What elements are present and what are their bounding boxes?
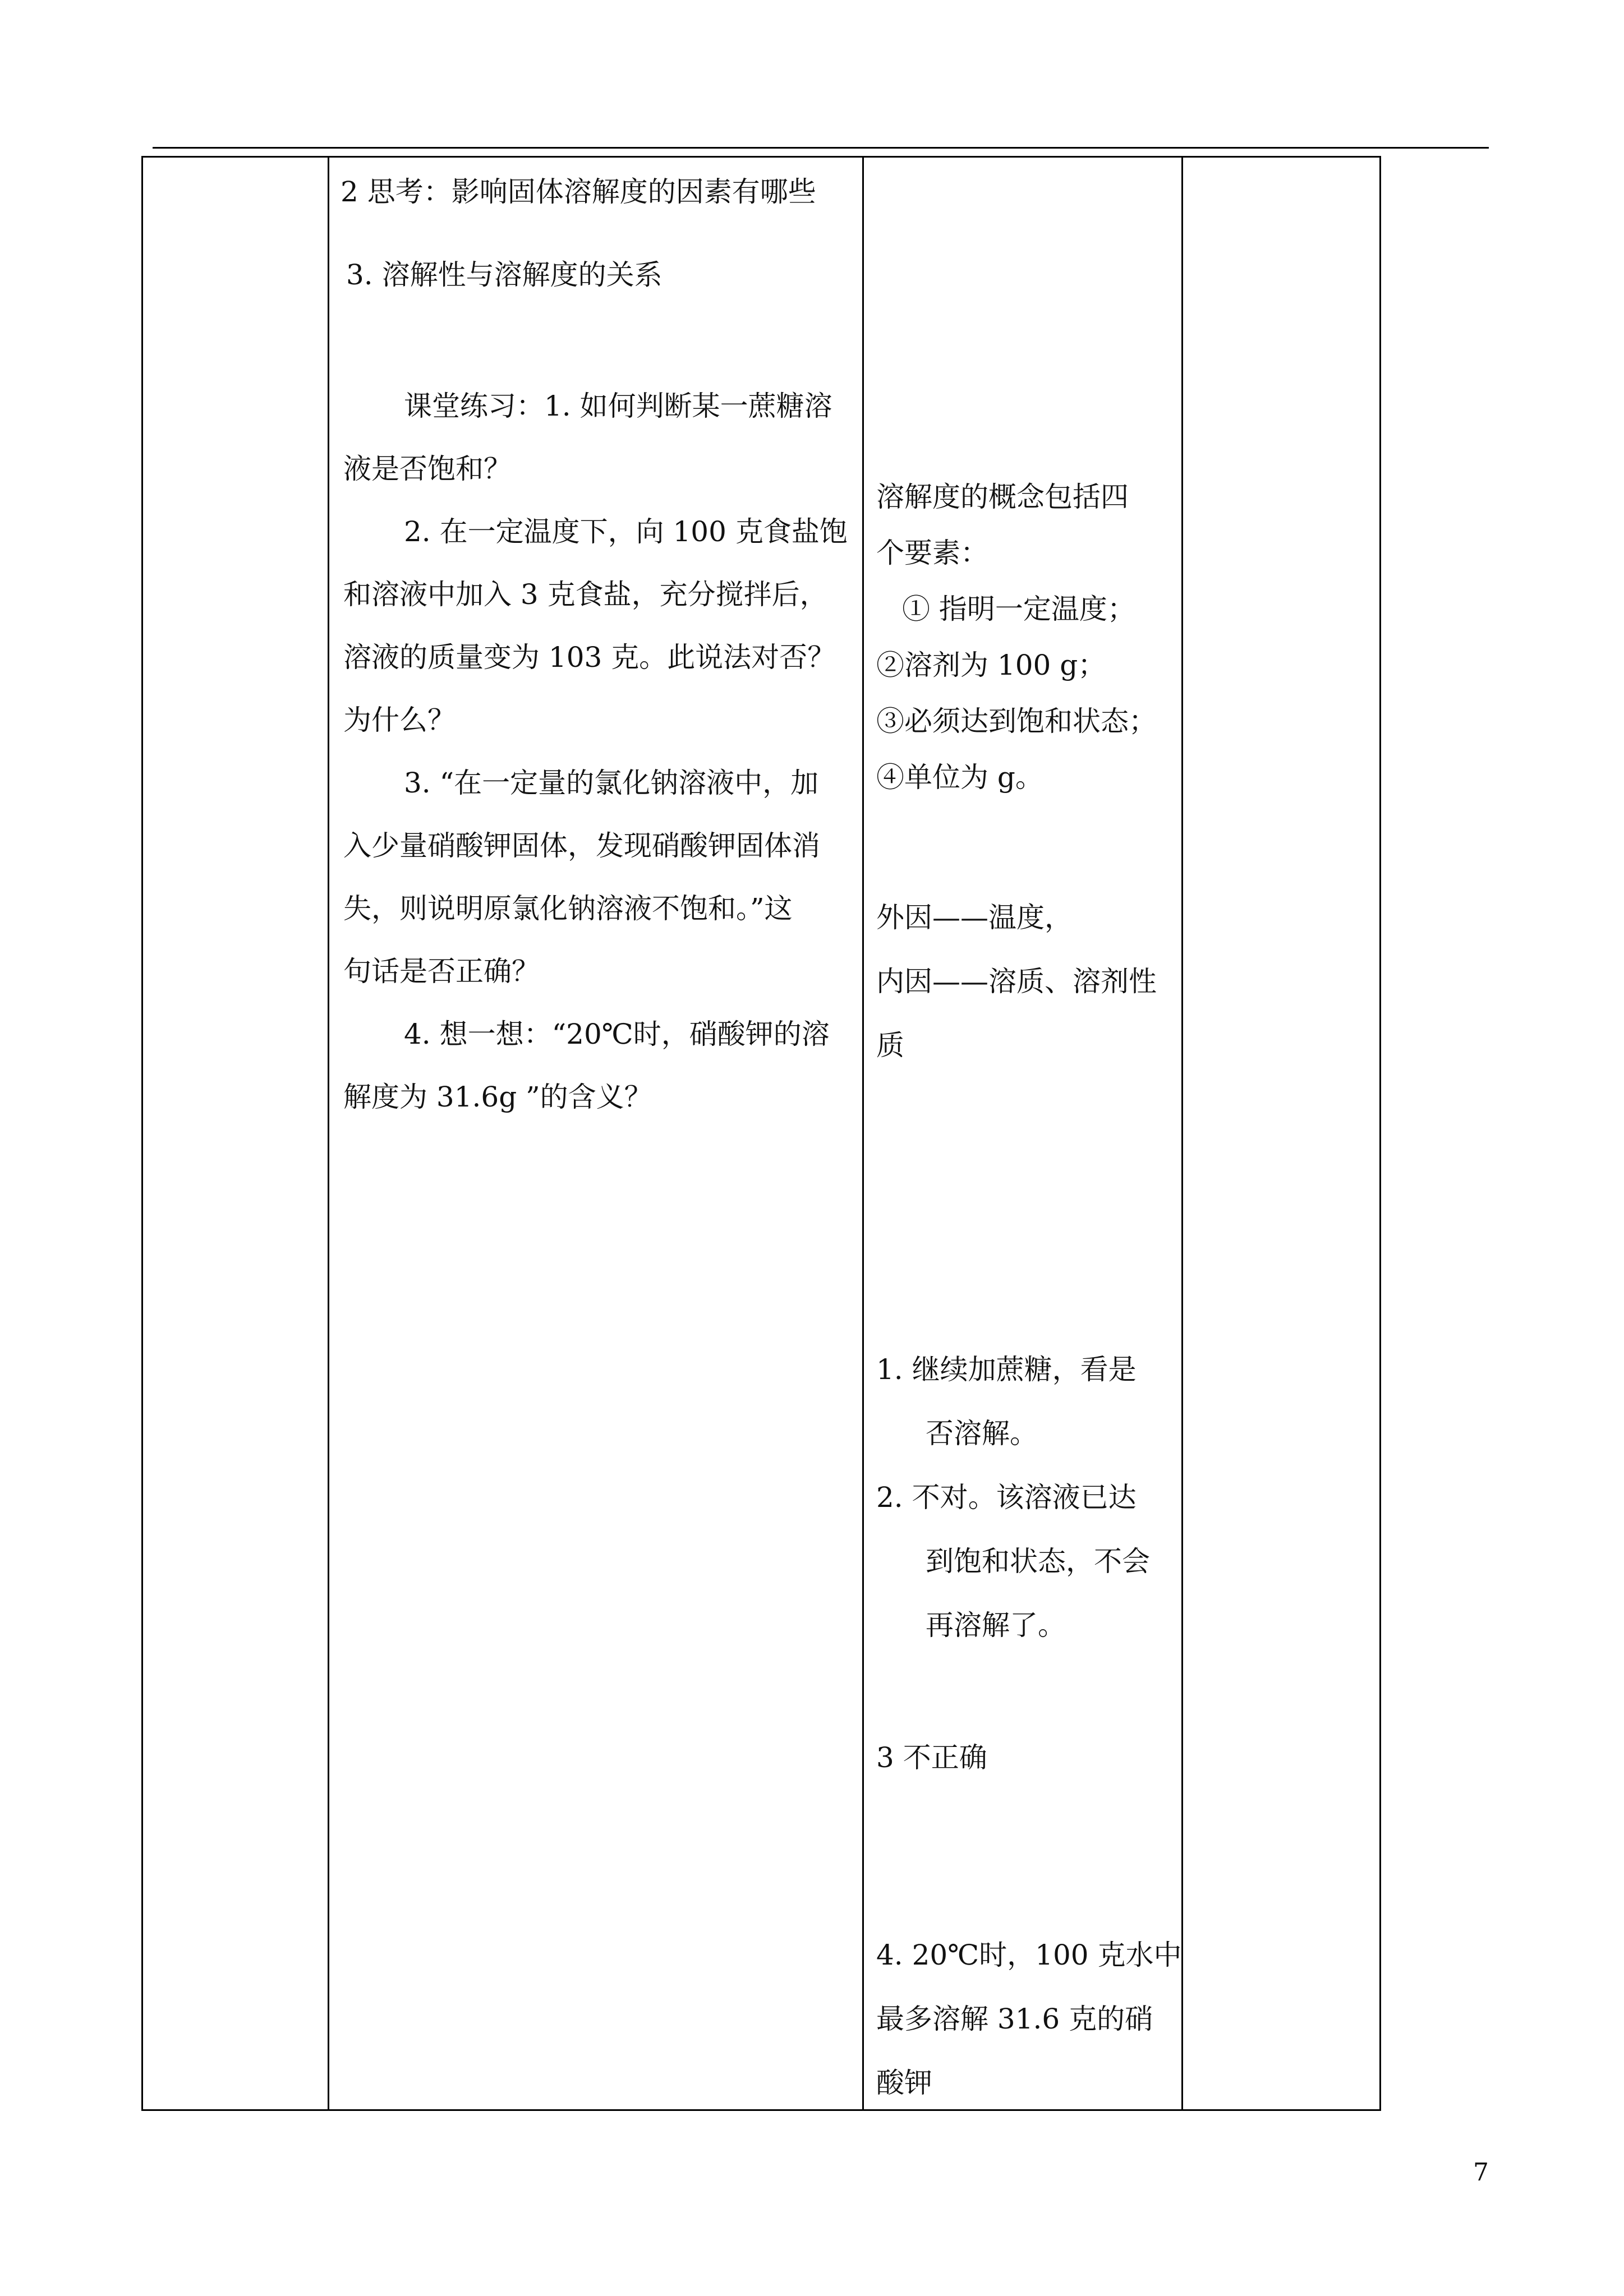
exercise-line: 入少量硝酸钾固体，发现硝酸钾固体消	[343, 829, 820, 862]
answer-1-line: 1. 继续加蔗糖，看是	[876, 1353, 1137, 1386]
answer-2-line: 再溶解了。	[926, 1609, 1066, 1642]
factor-line: 外因——温度，	[876, 901, 1073, 934]
exercise-line: 失，则说明原氯化钠溶液不饱和。”这	[343, 892, 793, 925]
answer-1-line: 否溶解。	[926, 1417, 1038, 1450]
think-question: 2 思考：影响固体溶解度的因素有哪些	[341, 176, 816, 208]
exercise-line: 为什么？	[343, 704, 456, 736]
exercise-line: 溶液的质量变为 103 克。此说法对否？	[343, 641, 836, 674]
header-rule	[153, 147, 1489, 149]
concept-line: 个要素：	[876, 537, 988, 569]
exercise-line: 课堂练习：1. 如何判断某一蔗糖溶	[404, 390, 832, 422]
page-number: 7	[1473, 2158, 1489, 2187]
answer-4-line: 最多溶解 31.6 克的硝	[876, 2003, 1153, 2035]
factor-line: 质	[876, 1029, 904, 1062]
factor-line: 内因——溶质、溶剂性	[876, 965, 1157, 998]
column-divider-2	[862, 156, 864, 2111]
concept-line: ②溶剂为 100 g；	[876, 649, 1106, 681]
exercise-line: 和溶液中加入 3 克食盐，充分搅拌后，	[343, 578, 828, 611]
concept-line: ① 指明一定温度；	[902, 593, 1135, 625]
exercise-line: 3. “在一定量的氯化钠溶液中，加	[404, 767, 819, 799]
concept-line: ③必须达到饱和状态；	[876, 705, 1157, 737]
exercise-line: 解度为 31.6g ”的含义？	[343, 1081, 652, 1113]
exercise-line: 2. 在一定温度下，向 100 克食盐饱	[404, 515, 848, 548]
answer-2-line: 2. 不对。该溶液已达	[876, 1481, 1137, 1514]
concept-line: 溶解度的概念包括四	[876, 481, 1129, 513]
answer-4-line: 4. 20℃时，100 克水中	[876, 1939, 1182, 1971]
column-divider-1	[328, 156, 329, 2111]
exercise-line: 液是否饱和？	[343, 453, 512, 485]
exercise-line: 4. 想一想：“20℃时，硝酸钾的溶	[404, 1018, 830, 1050]
relation-heading: 3. 溶解性与溶解度的关系	[346, 259, 663, 291]
answer-4-line: 酸钾	[876, 2067, 932, 2099]
concept-line: ④单位为 g。	[876, 761, 1043, 794]
answer-3: 3 不正确	[876, 1741, 987, 1774]
column-divider-3	[1181, 156, 1183, 2111]
answer-2-line: 到饱和状态，不会	[926, 1545, 1150, 1578]
exercise-line: 句话是否正确？	[343, 955, 540, 988]
